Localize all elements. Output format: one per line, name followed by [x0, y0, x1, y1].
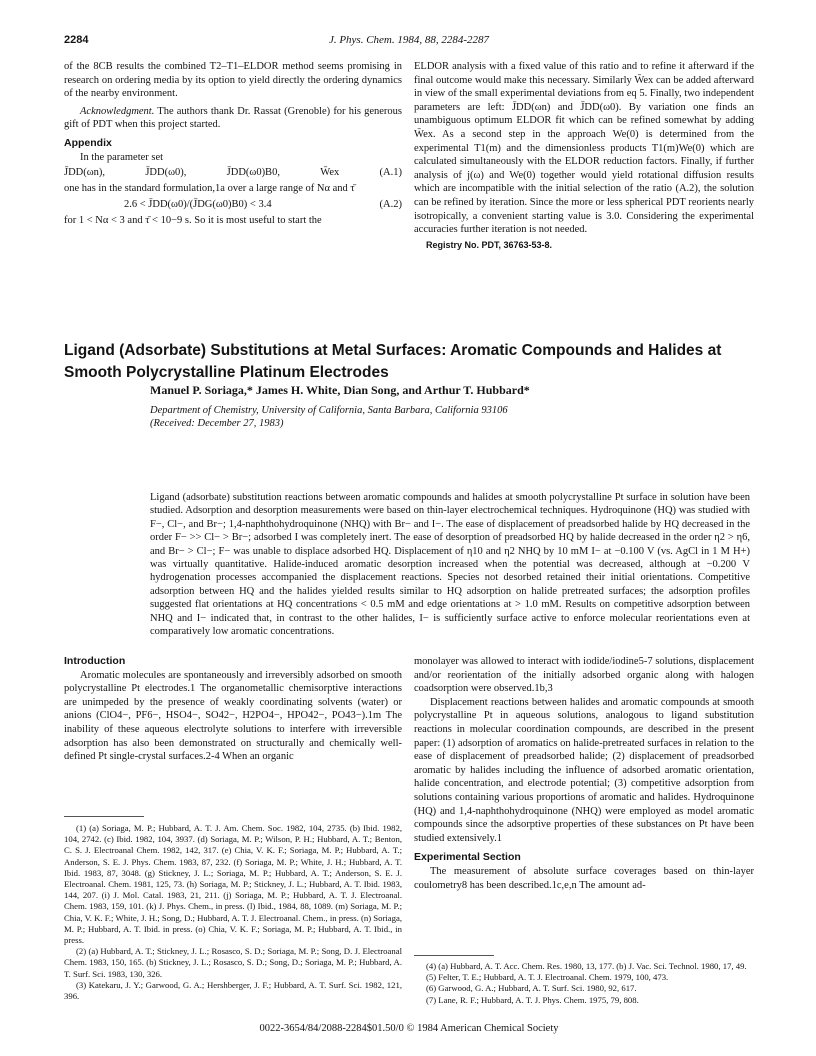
footnote-6: (6) Garwood, G. A.; Hubbard, A. T. Surf. Sci. 1980, 92, 617.: [426, 983, 637, 994]
footnote-divider-left: [64, 816, 144, 817]
previous-article-right-column: [414, 60, 754, 252]
introduction-right-column: [414, 655, 754, 892]
footnote-1: (1) (a) Soriaga, M. P.; Hubbard, A. T. J. Am. Chem. Soc. 1982, 104, 2735. (b) Ibid. 1982, 104, 2742. (c) Ibid. 1982, 104, 3937. (d) Soriaga, M. P.; Wilson, P. H.; Hubbard, A. T.; Benton, C. S. J. Electroanal Chem. 1982, 142, 317. (e) Chia, V. K. F.; Soriaga, M. P.; Hubbard, A. T.; Anderson, S. E. J. Phys. Chem. 1983, 87, 232. (f) Soriaga, M. P.; White, J. H.; Hubbard, A. T. Ibid. 1983, 87, 3048. (g) Stickney, J. L.; Soriaga, M. P.; Hubbard, A. T.; Anderson, S. E. J. Electroanal. Chem. 1981, 125, 73. (h) Soriaga, M. P.; Stickney, J. L.; Hubbard, A. T. Ibid. 1983, 144, 207. (i) J. Mol. Catal. 1983, 21, 211. (j) Soriaga, M. P.; Hubbard, A. T. J. Electroanal. Chem. 1983, 159, 101. (k) J. Phys. Chem., in press. (l) Ibid., 1984, 88, 1089. (m) Soriaga, M. P.; Chia, V. K. F.; White, J. H.; Song, D.; Hubbard, A. T. J. Electroanal. Chem., in press. (n) Soriaga, M. P.; Hubbard, A. T. Ibid. in press. (o) Chia, V. K. F.; Soriaga, M. P.; Hubbard, A. T. Ibid., in press.: [64, 823, 402, 946]
acknowledgment-label: Acknowledgment.: [80, 105, 155, 117]
introduction-left-column: [64, 655, 402, 764]
closing-paragraph: of the 8CB results the combined T2–T1–ELDOR method seems promising in research on ordering media by its option to yield directly the ordering dynamics of the nearby environment.: [64, 61, 402, 100]
eldor-paragraph: ELDOR analysis with a fixed value of this ratio and to refine it afterward if the final outcome would make this necessary. Similarly W̄ex can be added afterward in view of the small experimental deviations from eq 5. Finally, two independent parameters are left: J̄DD(ωn) and J̄DD(ω0). By variation one finds an unambiguous optimum ELDOR fit which can be refined somewhat by adding W̄ex. As a second step in the approach We(0) is determined from the experimental T1(m) and the dimensionless products T1(m)We(0) which are calculated simultaneously with the ELDOR reduction factors. Finally, if further analysis of j(ω) and We(0) together would yield rotational diffusion results which are incompatible with the initial selection of the ratio (A.2), the solution can be refined by iteration. Since the more or less spherical PDT reorients nearly isotropically, a convenient starting value is 3.0. Considering the experimental accuracies further iteration is not needed.: [414, 61, 754, 236]
footnote-2: (2) (a) Hubbard, A. T.; Stickney, J. L.; Rosasco, S. D.; Soriaga, M. P.; Song, D. J. Electroanal Chem. 1983, 150, 165. (b) Stickney, J. L.; Rosasco, S. D.; Song, D.; Soriaga, M. P.; Hubbard, A. T. Surf. Sci. 1983, 130, 326.: [64, 946, 402, 979]
equation-a2: [64, 196, 402, 214]
copyright-footer: 0022-3654/84/2088-2284$01.50/0 © 1984 American Chemical Society: [259, 1023, 559, 1034]
equation-a1: [64, 164, 402, 182]
footnote-4: (4) (a) Hubbard, A. T. Acc. Chem. Res. 1980, 13, 177. (b) J. Vac. Sci. Technol. 1980, 17, 49.: [426, 961, 747, 971]
appendix-heading: Appendix: [64, 136, 112, 149]
registry-number: Registry No. PDT, 36763-53-8.: [426, 239, 553, 250]
introduction-paragraph-1: Aromatic molecules are spontaneously and irreversibly adsorbed on smooth polycrystalline Pt electrodes.1 The organometallic chemisorptive interactions are unimpeded by the presence of weakly coordinating solvents (water) or anions (ClO4−, PF6−, HSO4−, SO42−, H2PO4−, HPO42−, PO43−).1m The inability of these aqueous electrolyte solutions to interfere with irreversible adsorption has also been demonstrated on structurally and chemically well-defined Pt single-crystal surfaces.2-4 When an organic: [64, 669, 402, 763]
footnote-divider-right: [414, 955, 494, 956]
eq1-term-3: J̄DD(ω0)B0,: [226, 167, 280, 179]
experimental-paragraph: The measurement of absolute surface coverages based on thin-layer coulometry8 has been described.1c,e,n The amount ad-: [414, 865, 754, 891]
page-number: 2284: [64, 34, 89, 46]
appendix-intro: In the parameter set: [80, 151, 164, 163]
acknowledgment: [64, 105, 402, 132]
received-date: (Received: December 27, 1983): [150, 418, 284, 429]
previous-article-left-column: [64, 60, 402, 227]
footnote-3: (3) Katekaru, J. Y.; Garwood, G. A.; Hershberger, J. F.; Hubbard, A. T. Surf. Sci. 1982, 121, 396.: [64, 979, 402, 1002]
eq2-expression: 2.6 < J̄DD(ω0)/(J̄DG(ω0)B0) < 3.4: [124, 198, 272, 210]
introduction-paragraph-2: monolayer was allowed to interact with iodide/iodine5-7 solutions, displacement and/or reorientation of the initially adsorbed organic along with halogen coadsorption were observed.1b,3: [414, 656, 754, 695]
abstract: Ligand (adsorbate) substitution reactions between aromatic compounds and halides at smooth polycrystalline Pt surface in solution have been studied. Adsorption and desorption measurements were based on thin-layer electrochemical techniques. Hydroquinone (HQ) was studied with F−, Cl−, and Br−; 1,4-naphthohydroquinone (NHQ) with Br− and I−. The ease of displacement of preadsorbed halide by HQ decreased in the order F− >> Cl− > Br−; adsorbed I was completely inert. The ease of desorption of preadsorbed HQ by halide decreased in the order η2 > η6, and Br− > Cl−; F− was unable to displace adsorbed HQ. Displacement of η10 and η2 NHQ by 10 mM I− at −0.100 V (vs. AgCl in 1 M H+) was virtually quantitative. Halide-induced aromatic desorption increased when the potential was decreased, although at −0.200 V hydrogenation processes accompanied the displacement reactions. Species not desorbed retained their initial orientations. Competitive adsorption between HQ and the halides yielded results similar to HQ adsorption on halide pretreated surfaces; the adsorption profiles suggested flat orientations at HQ concentrations < 0.5 mM and edge orientations at > 1.0 mM. Results on competitive adsorption between NHQ and I− indicated that, in contrast to the other halides, I− is sufficiently surface active to enforce molecular reorientations even at comparatively low aromatic concentrations.: [150, 492, 750, 638]
eq1-term-1: J̄DD(ωn),: [64, 167, 106, 179]
journal-citation: J. Phys. Chem. 1984, 88, 2284-2287: [328, 34, 490, 46]
article-title: Ligand (Adsorbate) Substitutions at Metal Surfaces: Aromatic Compounds and Halides at Smooth Polycrystalline Platinum Electrodes: [64, 342, 722, 381]
article-authors: Manuel P. Soriaga,* James H. White, Dian Song, and Arthur T. Hubbard*: [150, 383, 530, 397]
footnotes-left: [64, 823, 402, 1002]
footnote-7: (7) Lane, R. F.; Hubbard, A. T. J. Phys. Chem. 1975, 79, 808.: [426, 994, 639, 1005]
introduction-paragraph-3: Displacement reactions between halides and aromatic compounds at smooth polycrystalline Pt in aqueous solutions, analogous to ligand substitution reactions in molecular coordination compounds, are described in the present paper: (1) adsorption of aromatics on halide-pretreated surfaces in relation to the ease of displacement of preadsorbed halide; (2) displacement of preadsorbed aromatic by halides including the influence of adsorbed aromatic orientation, halide concentration, and electrode potential; (3) competitive adsorption from solutions containing various proportions of aromatic and halides. Hydroquinone (HQ) and 1,4-naphthohydroquinone (NHQ) were employed as model aromatic compounds since the adsorptive properties of these substances on Pt have been studied extensively.1: [414, 696, 754, 844]
affiliation-block: [150, 404, 508, 430]
eq1-term-2: J̄DD(ω0),: [145, 167, 187, 179]
range-paragraph: for 1 < Nα < 3 and τ̄ < 10−9 s. So it is most useful to start the: [64, 214, 322, 226]
acknowledgment-text: The authors thank Dr. Rassat (Grenoble) for his generous gift of PDT when this project started.: [64, 105, 402, 131]
running-header: [64, 34, 754, 50]
affiliation: Department of Chemistry, University of California, Santa Barbara, California 93106: [150, 405, 508, 416]
eq1-term-4: W̄ex: [320, 167, 340, 179]
footnotes-right: [414, 961, 754, 1006]
eq1-number: (A.1): [379, 167, 402, 179]
eq2-number: (A.2): [379, 198, 402, 210]
footnote-5: (5) Felter, T. E.; Hubbard, A. T. J. Electroanal. Chem. 1979, 100, 473.: [426, 972, 669, 983]
experimental-heading: Experimental Section: [414, 851, 521, 864]
introduction-heading: Introduction: [64, 655, 126, 667]
formulation-paragraph: one has in the standard formulation,1a over a large range of Nα and τ̄: [64, 183, 355, 195]
